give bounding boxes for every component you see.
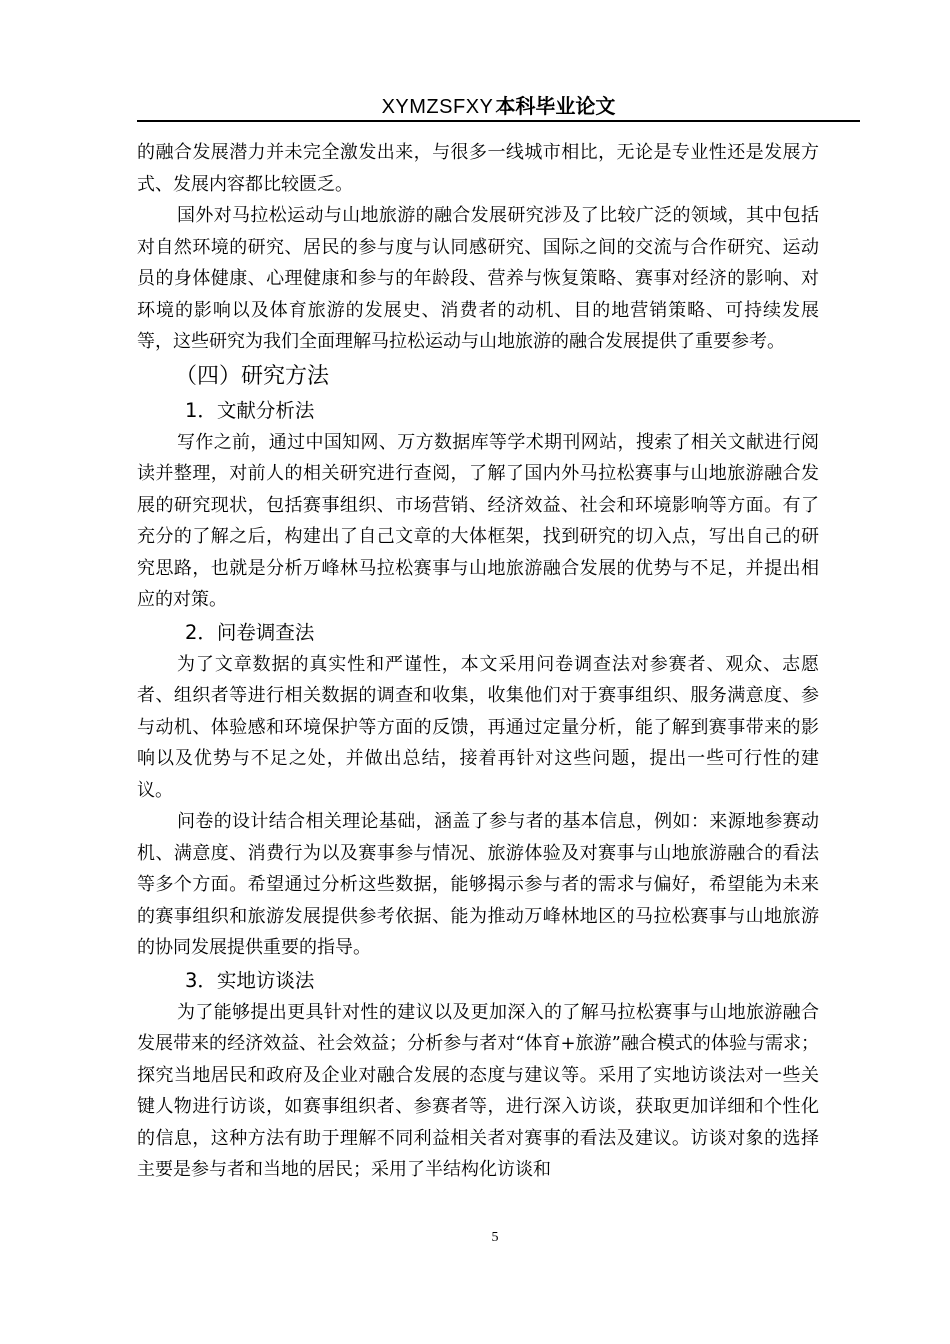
page-number: 5 bbox=[491, 1230, 499, 1245]
paragraph-literature-analysis: 写作之前，通过中国知网、万方数据库等学术期刊网站，搜索了相关文献进行阅读并整理，对前人的相关研究进行查阅，了解了国内外马拉松赛事与山地旅游融合发展的研究现状，包括赛事组织、市场营销、经济效益、社会和环境影响等方面。有了充分的了解之后，构建出了自己文章的大体框架，找到研究的切入点，写出自己的研究思路，也就是分析万峰林马拉松赛事与山地旅游融合发展的优势与不足，并提出相应的对策。 bbox=[137, 431, 819, 610]
subheading-literature-analysis: 1．文献分析法 bbox=[185, 398, 315, 422]
subheading-questionnaire: 2．问卷调查法 bbox=[185, 620, 315, 644]
page-header bbox=[137, 92, 860, 122]
header-title: 本科毕业论文 bbox=[495, 94, 616, 118]
header-code: XYMZSFXY bbox=[381, 96, 494, 118]
body-text bbox=[137, 137, 819, 1186]
subheading-field-interview: 3．实地访谈法 bbox=[185, 968, 315, 992]
paragraph-continuation: 的融合发展潜力并未完全激发出来，与很多一线城市相比，无论是专业性还是发展方式、发展内容都比较匮乏。 bbox=[137, 142, 819, 195]
paragraph-foreign-research: 国外对马拉松运动与山地旅游的融合发展研究涉及了比较广泛的领域，其中包括对自然环境的研究、居民的参与度与认同感研究、国际之间的交流与合作研究、运动员的身体健康、心理健康和参与的年龄段、营养与恢复策略、赛事对经济的影响、对环境的影响以及体育旅游的发展史、消费者的动机、目的地营销策略、可持续发展等，这些研究为我们全面理解马拉松运动与山地旅游的融合发展提供了重要参考。 bbox=[137, 205, 819, 352]
section-heading-research-methods: （四）研究方法 bbox=[175, 363, 330, 389]
paragraph-questionnaire-design: 问卷的设计结合相关理论基础，涵盖了参与者的基本信息，例如：来源地参赛动机、满意度、消费行为以及赛事参与情况、旅游体验及对赛事与山地旅游融合的看法等多个方面。希望通过分析这些数据，能够揭示参与者的需求与偏好，希望能为未来的赛事组织和旅游发展提供参考依据、能为推动万峰林地区的马拉松赛事与山地旅游的协同发展提供重要的指导。 bbox=[137, 811, 819, 958]
paragraph-field-interview: 为了能够提出更具针对性的建议以及更加深入的了解马拉松赛事与山地旅游融合发展带来的经济效益、社会效益；分析参与者对“体育+旅游”融合模式的体验与需求；探究当地居民和政府及企业对融合发展的态度与建议等。采用了实地访谈法对一些关键人物进行访谈，如赛事组织者、参赛者等，进行深入访谈，获取更加详细和个性化的信息，这种方法有助于理解不同利益相关者对赛事的看法及建议。访谈对象的选择主要是参与者和当地的居民；采用了半结构化访谈和 bbox=[137, 1001, 819, 1180]
paragraph-questionnaire: 为了文章数据的真实性和严谨性，本文采用问卷调查法对参赛者、观众、志愿者、组织者等进行相关数据的调查和收集，收集他们对于赛事组织、服务满意度、参与动机、体验感和环境保护等方面的反馈，再通过定量分析，能了解到赛事带来的影响以及优势与不足之处，并做出总结，接着再针对这些问题，提出一些可行性的建议。 bbox=[137, 653, 819, 801]
